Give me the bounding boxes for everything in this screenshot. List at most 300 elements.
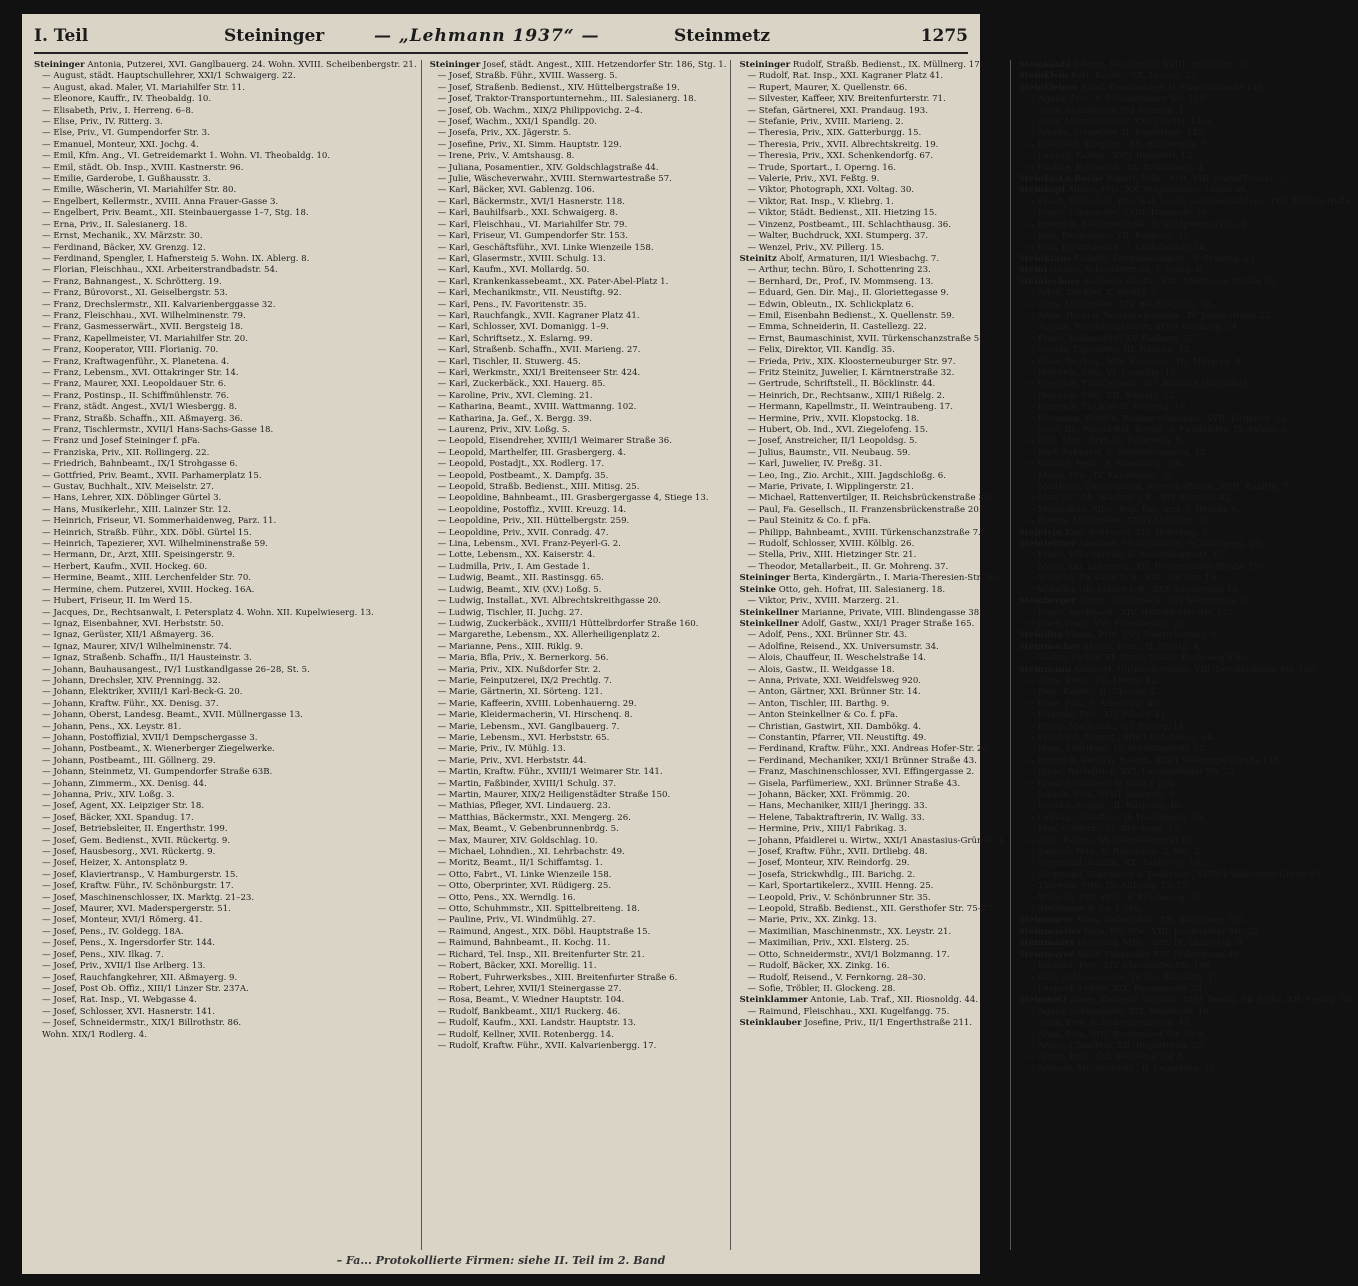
directory-entry [739, 220, 1005, 231]
directory-entry [34, 539, 417, 550]
entry-text: — Rupert, Maurer, X. Quellenstr. 66. [747, 82, 908, 93]
entry-text: — Josef, Kraftw. Führ., XVII. Drtliebg. 48. [747, 847, 928, 858]
entry-text: — Anna, Hotel u. Restaurationsbes., IV. Jörgerstraße 22. [1026, 310, 1273, 321]
entry-text: — Karl, Tischler, II. Stuwerg. 45. [437, 356, 581, 367]
directory-entry [739, 984, 1005, 995]
entry-text: — Josef, Anstreicher, II/1 Leopoldsg. 5. [747, 436, 918, 447]
entry-text: Adolf, Eisenbahner, II. Engerthstraße 143. [1078, 82, 1266, 93]
entry-text: — Theodor, Metallarbeit., II. Gr. Mohreng. 37. [747, 561, 949, 572]
entry-text: — Otto, Schuhmmstr., XII. Spittelbreiteng. 18. [437, 904, 640, 915]
entry-text: — Marianne, Pens., XIII. Riklg. 9. [437, 641, 584, 652]
entry-text: — Franz, Straßb. Schaffn., XII. Aßmayerg. 36. [42, 413, 243, 424]
entry-text: — August, Rauchfangkehrer, XIX/1 Rubinstg. 24. [1026, 322, 1240, 333]
entry-text: Abelheid, Gastw., XIII. Hietzinger Straße 20. [1080, 276, 1278, 287]
directory-entry [1019, 471, 1354, 482]
entry-text: — Elise, Priv., IV. Ritterg. 3. [42, 117, 163, 128]
entry-text: Josef, städt. Angest., XIII. Hetzendorfer Str. 186, Stg. 1. [480, 60, 727, 70]
entry-text: — Heinrich, Tapezierer, XVI. Wilhelminenstraße 59. [42, 539, 268, 550]
entry-text: — Paul Steinitz & Co. f. pFa. [747, 516, 871, 527]
directory-entry [739, 550, 1005, 561]
directory-entry [430, 665, 727, 676]
entry-surname: Steinkäubl [1018, 60, 1071, 70]
entry-text: — Johann, Steinmetz, VI. Gumpendorfer Straße 63B. [42, 767, 273, 778]
entry-text: — Steinmann & Co. f. pFa. [1026, 904, 1143, 915]
directory-entry [34, 801, 417, 812]
directory-entry [739, 1007, 1005, 1018]
directory-entry [430, 1018, 727, 1029]
directory-entry [739, 117, 1005, 128]
entry-text: — Rudolf, Reisend., V. Fernkorng. 28–30. [747, 972, 926, 983]
directory-entry [430, 493, 727, 504]
entry-surname: Steinmann [1018, 664, 1072, 675]
entry-text: — Franz, Kooperator, VIII. Florianig. 70. [42, 345, 219, 356]
entry-text: — Philipp, Bahnbeamt., XVIII. Türkenschanzstraße 7. [747, 527, 981, 538]
directory-entry [34, 984, 417, 995]
directory-entry [430, 402, 727, 413]
directory-entry [34, 505, 417, 516]
directory-entry [1019, 938, 1354, 949]
directory-entry [430, 208, 727, 219]
entry-text: — Karl, Schlosser, XVI. Domanigg. 1–9. [437, 322, 609, 333]
directory-entry [739, 630, 1005, 641]
directory-entry [1019, 733, 1354, 744]
directory-entry [739, 379, 1005, 390]
entry-text: — Josef, Traktor-Transportunternehm., III. Salesianerg. 18. [437, 94, 697, 105]
entry-text: — Franz und Josef Steininger f. pFa. [42, 436, 201, 447]
entry-text: — Rudolf, Rat. Insp., XXI. Kagraner Platz 41. [747, 71, 944, 82]
entry-text: — Josef, Kraftw. Führ., IV. Schönburgstr. 17. [42, 881, 234, 892]
entry-text: — Wilhelm, Ob. Lehrer i. R., XXI. Amtsstraße 15. [1026, 584, 1241, 595]
entry-text: — Fritz Steinitz, Juwelier, I. Kärntnerstraße 32. [747, 367, 955, 378]
directory-entry [1019, 904, 1354, 915]
directory-entry [739, 858, 1005, 869]
directory-entry [430, 368, 727, 379]
entry-text: — Raimund, Bahnbeamt., II. Kochg. 11. [437, 938, 611, 949]
entry-text: — Karl, Schlossermstr., IV. Ob. Bladuktg. 17. [1026, 972, 1222, 983]
entry-text: — Heinrich, Tischler, II. Robertg. 10. [1026, 402, 1188, 413]
directory-entry [1019, 836, 1354, 847]
directory-entry [739, 950, 1005, 961]
directory-entry [739, 140, 1005, 151]
entry-text: — Hermine, Priv., XVII. Klopstockg. 18. [747, 413, 920, 424]
directory-entry [34, 881, 417, 892]
directory-entry [430, 128, 727, 139]
entry-text: — Wilhelm, Priv. Prof., V. Bräuhausg. 51. [1026, 892, 1204, 903]
entry-text: — Marie, Ob. Lehrersw., XII. Hetzendorfer Straße 157. [1026, 561, 1267, 572]
directory-entry [34, 71, 417, 82]
directory-entry [1019, 140, 1354, 151]
directory-entry [34, 710, 417, 721]
entry-text: — Leopold, Straßb. Bedienst., XII. Gersthofer Str. 75–77. [747, 904, 996, 915]
entry-text: — Alois, Gastw., II. Weidgasse 18. [747, 664, 895, 675]
entry-text: — Johann, Bäcker, XXI. Frömmig. 20. [747, 790, 910, 800]
entry-text: — Emma, Schneiderin, II. Castellezg. 22. [747, 322, 927, 333]
entry-text: Marianne, Private, VIII. Blindengasse 38. [798, 607, 982, 618]
entry-text: — Maximilian, Priv., XXI. Elsterg. 25. [747, 938, 910, 949]
directory-entry [1019, 414, 1354, 425]
entry-text: — Marie, Priv., XVI. Herbststr. 44. [437, 755, 587, 766]
directory-entry [1019, 573, 1354, 584]
directory-entry [34, 414, 417, 425]
directory-entry [1019, 722, 1354, 733]
directory-entry [34, 220, 417, 231]
directory-entry [1019, 254, 1354, 265]
entry-text: — Ferdinand, Mechaniker, XXI/1 Brünner Straße 43. [747, 755, 977, 766]
entry-text: — Wilhelm, Fa. Gesellsch., XXI. Amtsstr. 15. [1026, 573, 1219, 584]
directory-entry [34, 208, 417, 219]
directory-entry [34, 824, 417, 835]
entry-text: — Ludmilla, Priv., I. Am Gestade 1. [437, 561, 590, 572]
directory-entry [34, 813, 417, 824]
entry-text: — Josef, Pens., IV. Goldegg. 18A. [42, 926, 184, 937]
directory-entry [1019, 493, 1354, 504]
directory-entry [1019, 322, 1354, 333]
entry-text: — Walter, Buchdruck, XXI. Stumperg. 37. [747, 231, 929, 242]
directory-entry [739, 448, 1005, 459]
directory-entry [739, 391, 1005, 402]
entry-text: — Franz, Bürovorst., XI. Geiselbergstr. 53. [42, 288, 228, 299]
entry-text: — Karl, Bäcker, XVI. Gablenzg. 106. [437, 185, 595, 196]
entry-text: — Elise, Priv., V. Arbeiterg. 40. [1026, 698, 1161, 709]
directory-entry [430, 847, 727, 858]
entry-text: — Marie, Lebensm., XVI. Ganglbauerg. 7. [437, 721, 620, 732]
entry-text: — Stefan, Gärtnerei, XXI. Prandaug. 193. [747, 105, 928, 116]
entry-text: — Marie, Kaffeerin, XVIII. Lobenhauerng. 29. [437, 698, 637, 709]
entry-text: — Hubert, Friseur, II. Im Werd 15. [42, 596, 193, 607]
entry-text: — Ignaz, Maurer, XIV/1 Wilhelminenstr. 74. [42, 641, 232, 652]
directory-entry [739, 151, 1005, 162]
directory-entry [34, 676, 417, 687]
entry-text: — Josef, Maschinenschlosser, IX. Marktg. 21–23. [42, 892, 255, 903]
directory-entry [430, 163, 727, 174]
entry-text: — Eleonore, Kauffr., IV. Theobaldg. 10. [42, 94, 212, 105]
entry-text: — Ernst, Baumaschinist, XVII. Türkenschanzstraße 5. [747, 333, 982, 344]
entry-text: — Rudolf, Bäcker, XX. Zinkg. 16. [747, 961, 890, 972]
entry-text: — Johann, Postoffizial, XVII/1 Dempschergasse 3. [42, 732, 258, 743]
entry-text: — Maria, Bfla, Priv., X. Bernerkorg. 56. [437, 653, 609, 664]
entry-text: — Karl, MDr., Arzt, IX. Lazarettg. 9. [1026, 436, 1184, 447]
directory-entry [1019, 539, 1354, 550]
directory-entry [739, 665, 1005, 676]
entry-text: — Otto, Pens., XX. Werndlg. 16. [437, 892, 576, 903]
entry-text: — Leopold, Eisendreher, XVIII/1 Weimarer Straße 36. [437, 436, 672, 447]
entry-text: — Josef, Straßenb. Bedienst., XIV. Hüttelbergstraße 19. [437, 82, 680, 93]
entry-text: — Karl, Sportartikelerz., XVIII. Henng. 25. [747, 881, 934, 892]
entry-text: Aloisia, Pens., II. Eberlg. 4. [1080, 641, 1202, 652]
entry-text: Abele, Zuckerw. Verschl., XVII. Reinlg. 14. Wohn. XII. Fenzig. 50. [1067, 995, 1354, 1006]
entry-text: — Ludwig, Chauffeur, II. Haidingerg. 23. [1026, 812, 1205, 823]
entry-text: — Franz, Bahnangest., X. Schrötterg. 19. [42, 276, 222, 287]
entry-text: — Josef, Dr., Polizei-Rat, Vorstd. d. Fundamtes, IX. Fahng. 6. [1026, 425, 1290, 435]
entry-text: Olga, Dir. Ww., VIII. Josefstädter Str. 20. [1081, 926, 1261, 937]
entry-text: Albine, Priv., XX. Brigittenauer Lände 46. [1065, 185, 1249, 196]
directory-entry [739, 733, 1005, 744]
directory-entry [34, 847, 417, 858]
entry-text: — Leopold, Straßb. Bedienst., XIII. Mitisg. 25. [437, 482, 640, 493]
entry-text: — Agnes, Schneiderin, XIX. Stadlerstr. 19. [1026, 1006, 1212, 1017]
entry-text: — Ludwig, Beamt., XII. Rastinsgg. 65. [437, 573, 604, 584]
directory-entry [739, 801, 1005, 812]
directory-entry [34, 779, 417, 790]
directory-entry [430, 71, 727, 82]
entry-text: — Hans, Dr., Ing., Min. Kommiss., III. Mingerg. 8. [1026, 356, 1244, 367]
entry-text: — Julius, Baumstr., VII. Neubaug. 59. [747, 447, 911, 458]
directory-entry [34, 608, 417, 619]
entry-text: — Josef, Pens., X. Ingersdorfer Str. 144. [42, 938, 216, 949]
directory-entry [430, 915, 727, 926]
directory-entry [1019, 687, 1354, 698]
directory-entry [1019, 128, 1354, 139]
directory-entry [739, 322, 1005, 333]
entry-text: — Hans, Fabrikant, IV. Argentinierstr. 52. [1026, 744, 1208, 755]
directory-entry [1019, 790, 1354, 801]
directory-entry [430, 60, 727, 71]
directory-entry [739, 608, 1005, 619]
entry-text: — Ludwig, Zuckerbäck., XVIII/1 Hüttelbrdorfer Straße 160. [437, 618, 699, 629]
directory-entry [430, 185, 727, 196]
directory-entry [739, 288, 1005, 299]
entry-text: — Josef, Straßb. Führ., XVIII. Wasserg. 5. [437, 71, 618, 82]
entry-text: — Gertrude, Schriftstell., II. Böcklinstr. 44. [747, 379, 936, 390]
entry-text: — Constantin, Pfarrer, VII. Neustiftg. 49. [747, 732, 927, 743]
entry-text: — Johann, Oberst, Landesg. Beamt., XVII. Müllnergasse 13. [42, 710, 303, 721]
entry-text: — Franz, Kapellmeister, VI. Mariahilfer Str. 20. [42, 333, 248, 344]
directory-entry [1019, 265, 1354, 276]
entry-text: — Leopoldine, Postoffiz., XVIII. Kreuzg. 14. [437, 504, 627, 515]
directory-entry [739, 722, 1005, 733]
directory-entry [430, 870, 727, 881]
entry-text: — Franz, Fleischhau., XVI. Wilhelminenstr. 79. [42, 310, 246, 321]
entry-text: — Robert, Fuhrwerksbes., XIII. Breitenfurter Straße 6. [437, 972, 678, 983]
entry-text: Abalbert, Motorstricker, IV. Stumperg. 20. [1076, 539, 1264, 550]
first-surname-guide: Steininger [224, 26, 325, 46]
directory-entry [1019, 151, 1354, 162]
directory-entry [430, 357, 727, 368]
directory-entry [34, 436, 417, 447]
directory-entry [739, 106, 1005, 117]
directory-entry [1019, 60, 1354, 71]
directory-entry [34, 722, 417, 733]
entry-text: — Gottfried, Priv. Beamt., XVII. Parhamerplatz 15. [42, 470, 262, 481]
directory-entry [430, 676, 727, 687]
entry-text: Berta, Kindergärtn., I. Maria-Theresien-Str. 30. [790, 573, 999, 584]
entry-surname: Steininger [429, 60, 481, 70]
directory-entry [739, 94, 1005, 105]
directory-entry [34, 117, 417, 128]
directory-entry [739, 368, 1005, 379]
directory-entry [430, 881, 727, 892]
directory-entry [1019, 505, 1354, 516]
directory-entry [1019, 1007, 1354, 1018]
directory-entry [1019, 562, 1354, 573]
entry-text: — Leopold, Postadjt., XX. Rodlerg. 17. [437, 459, 605, 470]
directory-entry [1019, 391, 1354, 402]
directory-entry [739, 619, 1005, 630]
directory-entry [1019, 425, 1354, 436]
directory-entry [430, 345, 727, 356]
directory-entry [430, 893, 727, 904]
directory-entry [739, 881, 1005, 892]
entry-text: — Adolf, Pens., XXI. Brünner Str. 43. [747, 630, 908, 641]
directory-entry [430, 311, 727, 322]
directory-entry [1019, 482, 1354, 493]
entry-text: — Karl, Elektrotechn., I. Luchslauben 14. [1026, 242, 1208, 253]
directory-entry [1019, 448, 1354, 459]
entry-text: — Leopoldine, Bahnbeamt., III. Grasbergergasse 4, Stiege 13. [437, 493, 709, 504]
entry-text: — Ferdinand, Spengler, I. Hafnersteig 5. Wohn. IX. Ablerg. 8. [42, 253, 310, 264]
entry-text: — Max, Beamt., V. Gebenbrunnenbrdg. 5. [437, 824, 619, 835]
entry-text: — Otto, Fabrt., VI. Linke Wienzeile 158. [437, 869, 612, 880]
directory-entry [1019, 915, 1354, 926]
entry-text: — Moritz, Beamt., II/1 Schiffamtsg. 1. [437, 858, 603, 869]
directory-entry [1019, 596, 1354, 607]
directory-entry [739, 699, 1005, 710]
directory-entry [430, 471, 727, 482]
entry-text: — Sofie, Tröbler, II. Glockeng. 28. [747, 983, 896, 994]
directory-entry [34, 425, 417, 436]
entry-text: — Franz, Lokomotivf., XV. Pankerg. 27. [1026, 333, 1197, 344]
entry-text: — Stefanie, Priv., XVIII. Marieng. 2. [747, 117, 904, 128]
directory-entry [34, 94, 417, 105]
entry-text: — Josef, Rat. Insp., VI. Webgasse 4. [42, 995, 197, 1006]
entry-text: — Gustav, Buchhalt., XIV. Meiselstr. 27. [42, 482, 214, 493]
directory-entry [1019, 94, 1354, 105]
directory-entry [34, 482, 417, 493]
publication-title: — „Lehmann 1937“ — [374, 26, 600, 46]
entry-text: — Franz, Kaufmach., XIV. Hütteldorfer Str. 172. [1026, 607, 1236, 618]
directory-entry [34, 961, 417, 972]
entry-text: — Anton, Gärtner, XXI. Brünner Str. 14. [747, 687, 921, 698]
directory-entry [34, 516, 417, 527]
directory-entry [739, 254, 1005, 265]
entry-text: — Johann, Priv., XIX/1 Spiegelg. 9. [1026, 790, 1177, 800]
entry-text: — Theresia, Priv., XXI. Schenkendorfg. 67. [747, 151, 934, 162]
entry-text: — Hans, Musikerlehr., XIII. Lainzer Str. 12. [42, 504, 231, 515]
directory-entry [1019, 585, 1354, 596]
directory-entry [34, 448, 417, 459]
entry-text: — Engelbert, Priv. Beamt., XII. Steinbauergasse 1–7, Stg. 18. [42, 208, 309, 219]
entry-text: — Raimund, Angest., XIX. Döbl. Hauptstraße 15. [437, 926, 651, 937]
directory-entry [739, 915, 1005, 926]
entry-text: — Heinrich, Versich. Beamt., XIX/1 Währinger Straße 118. [1026, 755, 1283, 766]
directory-entry [34, 938, 417, 949]
entry-text: — Agnes, Priv., V. Schönbrunner Str. 120. [1026, 94, 1208, 105]
entry-text: — Hubert, Ob. Ind., XVI. Ziegelofeng. 15. [747, 425, 928, 435]
directory-entry [1019, 436, 1354, 447]
directory-entry [430, 938, 727, 949]
directory-entry [1019, 630, 1354, 641]
entry-text: — Franz, Mechanik., II/1 Rotarg. 14. [1026, 721, 1187, 732]
entry-text: — Karl, Kaufm., XVI. Mollardg. 50. [437, 265, 590, 276]
directory-entry [34, 630, 417, 641]
directory-entry [1019, 927, 1354, 938]
directory-entry [430, 448, 727, 459]
directory-entry [430, 710, 727, 721]
entry-text: — Martin, Kraftw. Führ., XVIII/1 Weimarer Str. 141. [437, 767, 663, 778]
directory-entry [739, 847, 1005, 858]
directory-entry [430, 505, 727, 516]
entry-text: — Walter, Dicher, XI. Simm. Haide, Radioweg 930. [1026, 653, 1247, 664]
directory-entry [1019, 220, 1354, 231]
entry-text: — Ludwig, Kaufm., XV/1 Rudolfstr. 13. [1026, 151, 1195, 162]
directory-entry [34, 836, 417, 847]
entry-text: — Viktor, Photograph, XXI. Voltag. 30. [747, 185, 915, 196]
directory-entry [34, 995, 417, 1006]
directory-entry [34, 368, 417, 379]
directory-entry [1019, 961, 1354, 972]
entry-text: — Karl, Werkmstr., XXI/1 Breitenseer Str. 424. [437, 367, 641, 378]
entry-text: — Heinrich, Tischlermstr., II/1 Bahnhof Hütteldorf. [1026, 379, 1250, 390]
entry-surname: Steinmetz [1018, 995, 1068, 1006]
directory-entry [430, 174, 727, 185]
directory-entry [739, 311, 1005, 322]
directory-entry [739, 60, 1005, 71]
entry-text: — Samuel, Priv., II. Rabenbstr. 2, Stg. 2. [1026, 847, 1203, 858]
directory-entry [430, 779, 727, 790]
entry-text: Abolf, Armaturen, II/1 Wiesbachg. 7. [776, 253, 940, 264]
directory-entry [430, 801, 727, 812]
directory-entry [739, 471, 1005, 482]
directory-entry [739, 505, 1005, 516]
entry-text: — Karl, Pens., IV. Favoritenstr. 35. [437, 299, 587, 310]
entry-text: — Ernst, Mechanik., XV. Märzstr. 30. [42, 231, 203, 242]
entry-text: — Herbert, Kaufm., XVII. Hockeg. 60. [42, 561, 208, 572]
entry-text: — Marie, Kleidermacherin, VI. Hirschenq. 8. [437, 710, 633, 721]
directory-entry [1019, 1064, 1354, 1075]
directory-entry [739, 414, 1005, 425]
directory-entry [1019, 368, 1354, 379]
entry-text: — Marie, Priv., IV. Karolineng. 26. [1026, 470, 1175, 481]
entry-text: — Alois, Installateur, II/1 Seumeg. 1. [1026, 105, 1187, 116]
directory-entry [739, 893, 1005, 904]
directory-entry [739, 539, 1005, 550]
entry-text: — Franz, Uhrmacher, XVIII. Dammstr. 10. [1026, 208, 1210, 219]
entry-text: — Anna, Priv., XIII. Breitenseer Str. 39 A. [1026, 1029, 1207, 1040]
entry-text: — Josef, Gem. Bedienst., XVII. Rückertg. 9. [42, 835, 231, 846]
entry-text: — Karl, Juwelier, IV. Preßg. 31. [747, 459, 883, 470]
directory-entry [34, 927, 417, 938]
directory-entry [739, 334, 1005, 345]
directory-entry [430, 425, 727, 436]
entry-text: — Josef, Rauchfangkehrer, XII. Aßmayerg. 9. [42, 972, 238, 983]
entry-text: — Maximilian, Maschinenmstr., XX. Leystr. 21. [747, 926, 952, 937]
directory-entry [430, 950, 727, 961]
entry-text: — Christian, Gastwirt, XII. Dambökg. 4. [747, 721, 922, 732]
entry-text: — August, städt. Hauptschullehrer, XXI/1 Schwaigerg. 22. [42, 71, 296, 82]
entry-text: — Karl, Fleischhau., VI. Mariahilfer Str. 79. [437, 219, 628, 230]
entry-text: Antonie, Lab. Traf., XII. Riosnoldg. 44. [807, 995, 979, 1006]
directory-entry [430, 243, 727, 254]
entry-text: — Johann, Postbeamt., X. Wienerberger Ziegelwerke. [42, 744, 275, 755]
entry-text: — Franz, Wäscherolle, II. Ausstellungsstr. 37. [1026, 550, 1226, 561]
directory-entry [430, 117, 727, 128]
entry-text: — Trude, Sportart., I. Operng. 16. [747, 162, 896, 173]
directory-entry [34, 550, 417, 561]
entry-text: — Marie, Feinputzerei, IX/2 Prechtlg. 7. [437, 675, 612, 686]
directory-entry [34, 562, 417, 573]
entry-text: — Adolfine, Reisend., XX. Universumstr. 34. [747, 641, 939, 652]
entry-text: — Raimund, Fleischhau., XXI. Kugelfangg. 75. [747, 1006, 950, 1017]
entry-text: — Ignaz, Gerüster, XII/1 Aßmayerg. 36. [42, 630, 214, 641]
entry-text: — Amalia, Schneider, II. Engerthstr. 143. [1026, 128, 1206, 139]
directory-entry [34, 151, 417, 162]
column-3 [739, 60, 1010, 1250]
entry-text: — Josef, Post Ob. Offiz., XIII/1 Linzer Str. 237A. [42, 983, 249, 994]
directory-entry [739, 493, 1005, 504]
directory-entry [739, 767, 1005, 778]
directory-entry [1019, 1052, 1354, 1063]
entry-text: — Marie, Gärtnerin, XI. Sörteng. 121. [437, 687, 603, 698]
